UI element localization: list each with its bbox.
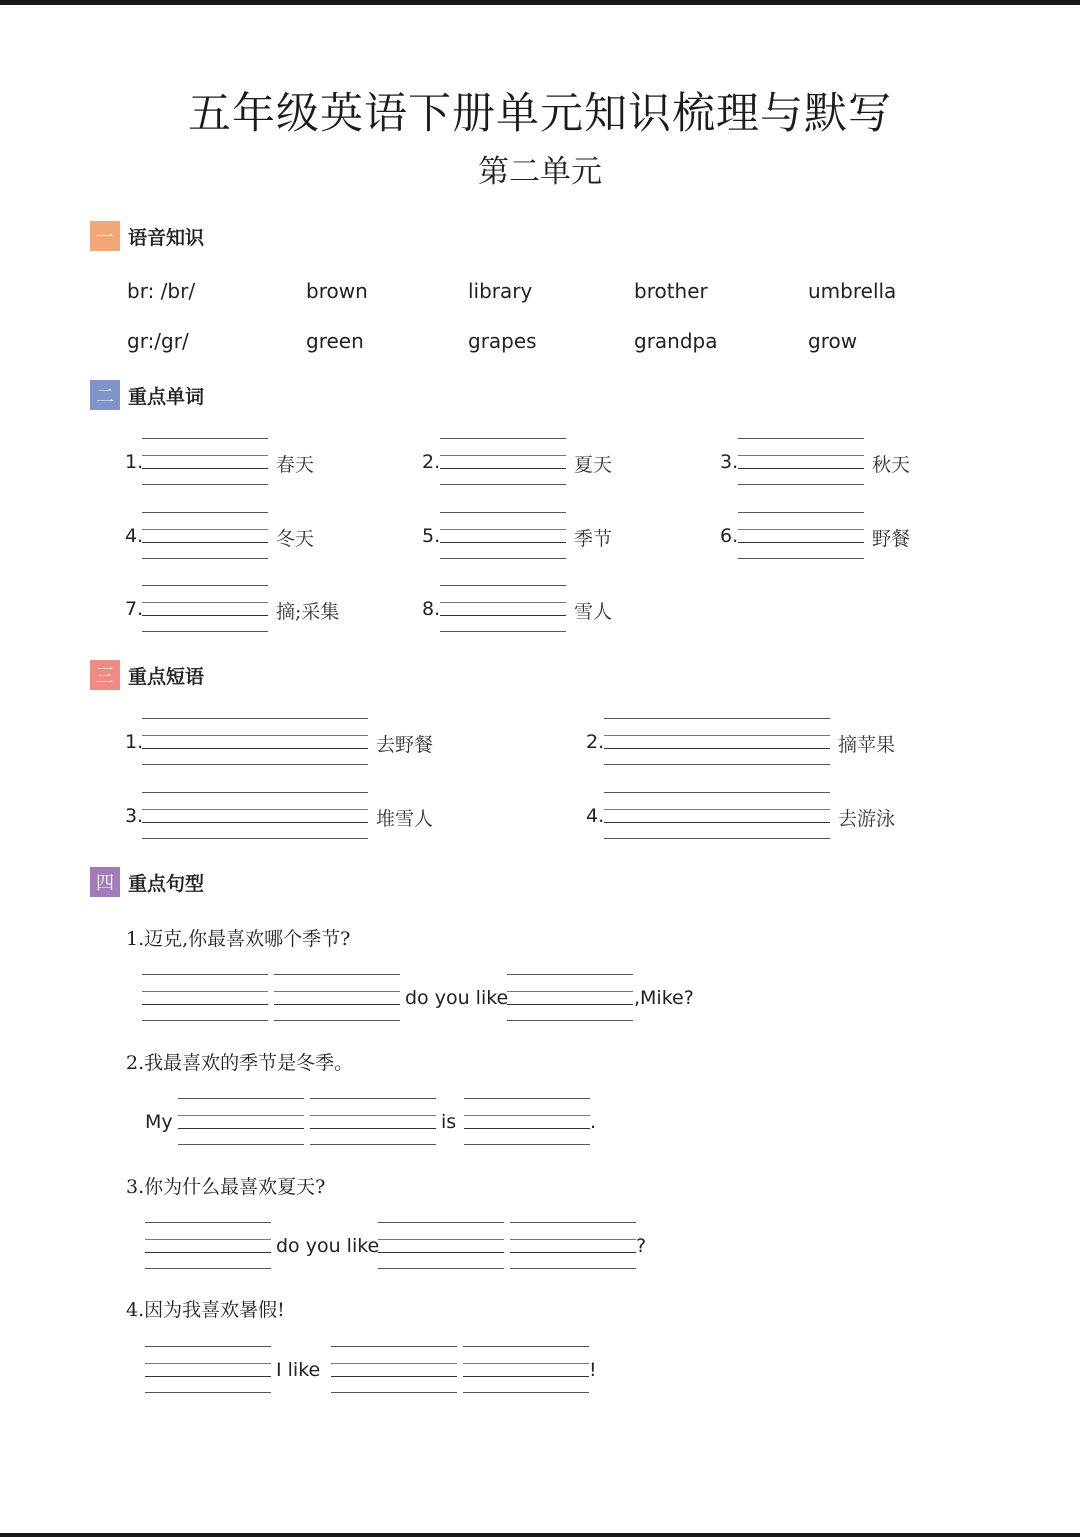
vocab-number: 6. (720, 525, 739, 547)
phrase-meaning: 堆雪人 (376, 808, 434, 830)
vocab-number: 3. (720, 451, 739, 473)
sentence-prompt: 3.你为什么最喜欢夏天? (126, 1176, 326, 1198)
phonics-word: green (306, 329, 364, 353)
vocab-number: 8. (422, 598, 441, 620)
sentence-writing-line[interactable] (510, 1222, 636, 1268)
section-label: 重点单词 (128, 385, 205, 408)
phrase-number: 2. (586, 731, 605, 753)
sentence-text: My (145, 1111, 173, 1133)
phonics-word: grow (808, 329, 858, 353)
top-border (0, 0, 1080, 5)
sentence-writing-line[interactable] (145, 1346, 271, 1392)
bottom-border (0, 1533, 1080, 1537)
vocab-number: 7. (125, 598, 144, 620)
sentence-writing-line[interactable] (178, 1098, 304, 1144)
phrase-number: 1. (125, 731, 144, 753)
phrase-meaning: 去野餐 (376, 734, 434, 756)
phrase-writing-line[interactable] (604, 718, 830, 764)
page-subtitle: 第二单元 (478, 154, 602, 190)
section-header-phonics (90, 220, 204, 252)
phonics-word: grandpa (634, 329, 718, 353)
sentence-text: ! (589, 1359, 597, 1381)
section-label: 重点句型 (128, 872, 205, 895)
vocab-meaning: 雪人 (574, 601, 613, 623)
sentence-text: do you like (276, 1235, 380, 1257)
sentence-text: do you like (405, 987, 509, 1009)
sentence-text: is (441, 1111, 457, 1133)
vocab-meaning: 夏天 (574, 454, 613, 476)
phonics-word: umbrella (808, 279, 897, 303)
section-header-sentences (90, 866, 204, 898)
sentence-writing-line[interactable] (464, 1098, 590, 1144)
phrase-writing-line[interactable] (142, 718, 368, 764)
phrase-meaning: 摘苹果 (838, 734, 896, 756)
section-badge: 二 (90, 380, 120, 410)
vocab-writing-line[interactable] (440, 512, 566, 558)
sentence-writing-line[interactable] (331, 1346, 457, 1392)
phonics-word: library (468, 279, 533, 303)
phonics-word: brother (634, 279, 708, 303)
vocab-meaning: 秋天 (872, 454, 911, 476)
section-badge: 四 (90, 867, 120, 897)
sentence-writing-line[interactable] (310, 1098, 436, 1144)
phonics-sound: br: /br/ (127, 279, 196, 303)
vocab-writing-line[interactable] (142, 438, 268, 484)
sentence-text: I like (276, 1359, 321, 1381)
section-badge: 三 (90, 660, 120, 690)
phrase-meaning: 去游泳 (838, 808, 896, 830)
vocab-meaning: 季节 (574, 528, 613, 550)
phonics-sound: gr:/gr/ (127, 329, 189, 353)
page-title: 五年级英语下册单元知识梳理与默写 (188, 89, 892, 139)
sentence-text: ? (636, 1235, 647, 1257)
sentence-writing-line[interactable] (378, 1222, 504, 1268)
sentence-writing-line[interactable] (274, 974, 400, 1020)
vocab-meaning: 野餐 (872, 528, 911, 550)
vocab-writing-line[interactable] (738, 438, 864, 484)
sentence-writing-line[interactable] (463, 1346, 589, 1392)
vocab-writing-line[interactable] (440, 585, 566, 631)
vocab-writing-line[interactable] (440, 438, 566, 484)
sentence-writing-line[interactable] (145, 1222, 271, 1268)
section-label: 语音知识 (128, 226, 205, 249)
vocab-number: 2. (422, 451, 441, 473)
sentence-prompt: 1.迈克,你最喜欢哪个季节? (126, 928, 351, 950)
section-badge: 一 (90, 221, 120, 251)
section-label: 重点短语 (128, 665, 205, 688)
sentence-writing-line[interactable] (507, 974, 633, 1020)
phrase-number: 4. (586, 805, 605, 827)
vocab-writing-line[interactable] (142, 585, 268, 631)
vocab-meaning: 摘;采集 (276, 601, 340, 623)
sentence-text: ,Mike? (634, 987, 694, 1009)
vocab-writing-line[interactable] (738, 512, 864, 558)
phonics-word: grapes (468, 329, 537, 353)
vocab-number: 4. (125, 525, 144, 547)
section-header-vocab (90, 379, 204, 411)
vocab-number: 5. (422, 525, 441, 547)
sentence-prompt: 2.我最喜欢的季节是冬季。 (126, 1052, 354, 1074)
phrase-writing-line[interactable] (142, 792, 368, 838)
vocab-number: 1. (125, 451, 144, 473)
phrase-number: 3. (125, 805, 144, 827)
vocab-meaning: 春天 (276, 454, 315, 476)
sentence-text: . (590, 1111, 597, 1133)
phrase-writing-line[interactable] (604, 792, 830, 838)
sentence-prompt: 4.因为我喜欢暑假! (126, 1299, 285, 1321)
vocab-meaning: 冬天 (276, 528, 315, 550)
sentence-writing-line[interactable] (142, 974, 268, 1020)
vocab-writing-line[interactable] (142, 512, 268, 558)
phonics-word: brown (306, 279, 368, 303)
section-header-phrases (90, 659, 204, 691)
